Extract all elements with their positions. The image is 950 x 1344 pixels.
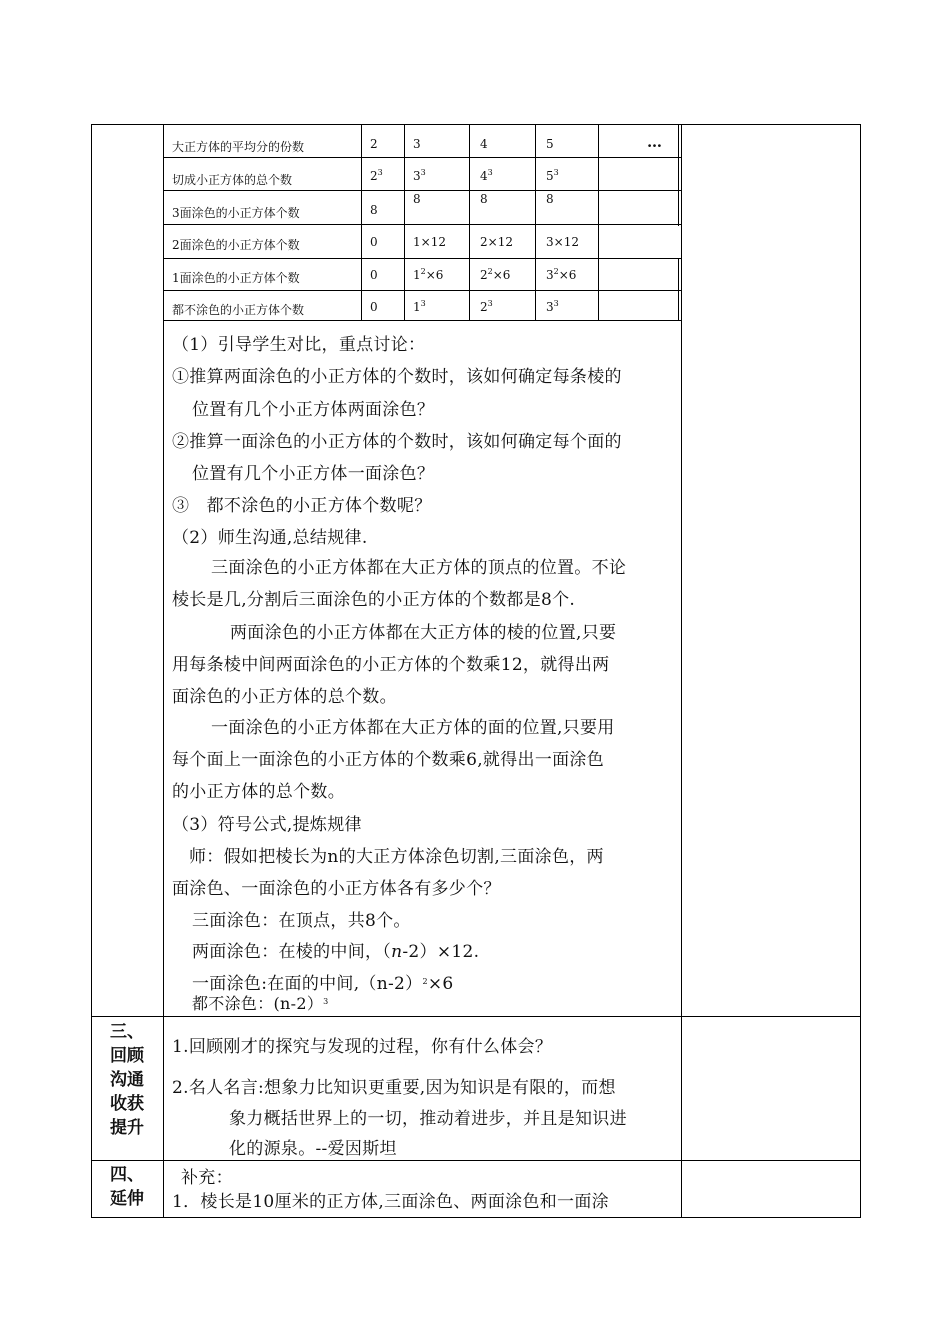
body-p3b: 位置有几个小正方体一面涂色？ [192, 464, 435, 484]
table-header-3: 3 [413, 137, 421, 151]
table-row-label: 1面涂色的小正方体个数 [172, 271, 300, 285]
section3-line3: 象力概括世界上的一切，推动着进步，并且是知识进 [229, 1109, 627, 1129]
inner-table-col-f2 [678, 258, 679, 320]
table-cell: $4^3$ [480, 168, 493, 183]
col1-divider [163, 124, 164, 1218]
table-cell: 1×12 [413, 235, 446, 249]
col3-divider [681, 124, 682, 1218]
table-cell: $3^3$ [546, 299, 559, 314]
body-p9: （3）符号公式,提炼规律 [172, 815, 362, 835]
section3-line2: 2.名人名言:想象力比知识更重要,因为知识是有限的，而想 [172, 1078, 616, 1098]
section3-top-border [91, 1016, 861, 1017]
section3-title: 三、 回顾 沟通 收获 提升 [110, 1022, 144, 1138]
body-p10b: 面涂色、一面涂色的小正方体各有多少个？ [172, 879, 501, 899]
body-p7a: 两面涂色的小正方体都在大正方体的棱的位置,只要 [230, 623, 617, 643]
formula-three-face: 三面涂色：在顶点，共8个。 [192, 911, 411, 931]
body-p2a: ①推算两面涂色的小正方体的个数时，该如何确定每条棱的 [172, 367, 622, 387]
body-p7b: 用每条棱中间两面涂色的小正方体的个数乘12，就得出两 [172, 655, 610, 675]
inner-table-row-3 [163, 224, 681, 225]
body-p2b: 位置有几个小正方体两面涂色？ [192, 400, 435, 420]
body-p10a: 师：假如把棱长为n的大正方体涂色切割,三面涂色，两 [189, 847, 604, 867]
formula-two-face: 两面涂色：在棱的中间，（n-2）×12. [192, 942, 480, 962]
table-cell: 0 [370, 268, 378, 282]
table-cell: $2^3$ [370, 168, 383, 183]
table-cell: $3^3$ [413, 168, 426, 183]
table-cell: 8 [413, 192, 421, 206]
inner-table-row-1 [163, 157, 681, 158]
section3-line1: 1.回顾刚才的探究与发现的过程，你有什么体会？ [172, 1037, 553, 1057]
inner-table-row-4 [163, 258, 681, 259]
table-row-label: 切成小正方体的总个数 [172, 173, 293, 187]
body-p8c: 的小正方体的总个数。 [172, 782, 345, 802]
section4-top-border [91, 1160, 861, 1161]
table-cell: $2^2\times 6$ [480, 267, 511, 282]
table-header-label: 大正方体的平均分的份数 [172, 140, 305, 154]
table-cell: $2^3$ [480, 299, 493, 314]
table-row-label: 3面涂色的小正方体个数 [172, 206, 300, 220]
table-header-5: 5 [546, 137, 554, 151]
table-row-label: 都不涂色的小正方体个数 [172, 303, 305, 317]
table-row-label: 2面涂色的小正方体个数 [172, 238, 300, 252]
body-p3a: ②推算一面涂色的小正方体的个数时，该如何确定每个面的 [172, 432, 622, 452]
table-cell: $1^2\times 6$ [413, 267, 444, 282]
outer-bottom-border [91, 1217, 861, 1218]
table-cell: 0 [370, 235, 378, 249]
formula-one-face: 一面涂色:在面的中间$,(n-2)^2\times 6$ [192, 974, 454, 994]
body-p1: （1）引导学生对比，重点讨论： [172, 335, 426, 355]
inner-table-row-2 [163, 190, 681, 191]
table-cell: 0 [370, 300, 378, 314]
section3-line4: 化的源泉。--爱因斯坦 [229, 1139, 397, 1159]
table-cell: $5^3$ [546, 168, 559, 183]
table-header-2: 2 [370, 137, 378, 151]
table-cell: $3^2\times 6$ [546, 267, 577, 282]
table-cell: $1^3$ [413, 299, 426, 314]
table-header-ellipsis: … [647, 133, 662, 151]
table-cell: 3×12 [546, 235, 579, 249]
table-cell: 2×12 [480, 235, 513, 249]
body-p6b: 棱长是几,分割后三面涂色的小正方体的个数都是8个. [172, 590, 576, 610]
table-cell: 8 [480, 192, 488, 206]
inner-table-col-f1 [678, 124, 679, 226]
section4-line2: 1．棱长是10厘米的正方体,三面涂色、两面涂色和一面涂 [172, 1192, 609, 1212]
table-cell: 8 [546, 192, 554, 206]
body-p4: ③ 都不涂色的小正方体个数呢？ [172, 496, 432, 516]
body-p8a: 一面涂色的小正方体都在大正方体的面的位置,只要用 [211, 718, 615, 738]
inner-table-row-5 [163, 290, 681, 291]
body-p8b: 每个面上一面涂色的小正方体的个数乘6,就得出一面涂色 [172, 750, 605, 770]
formula-no-face: 都不涂色：(n-2）$^3$ [192, 994, 329, 1013]
body-p7c: 面涂色的小正方体的总个数。 [172, 687, 397, 707]
inner-table-row-6 [163, 320, 681, 321]
body-p5: （2）师生沟通,总结规律. [172, 528, 368, 548]
section4-line1: 补充： [181, 1168, 233, 1188]
outer-left-border [91, 124, 92, 1218]
table-cell: 8 [370, 203, 378, 217]
table-header-4: 4 [480, 137, 488, 151]
body-p6a: 三面涂色的小正方体都在大正方体的顶点的位置。不论 [211, 558, 627, 578]
outer-top-border [91, 124, 861, 125]
outer-right-border [860, 124, 861, 1218]
section4-title: 四、 延伸 [110, 1165, 144, 1209]
